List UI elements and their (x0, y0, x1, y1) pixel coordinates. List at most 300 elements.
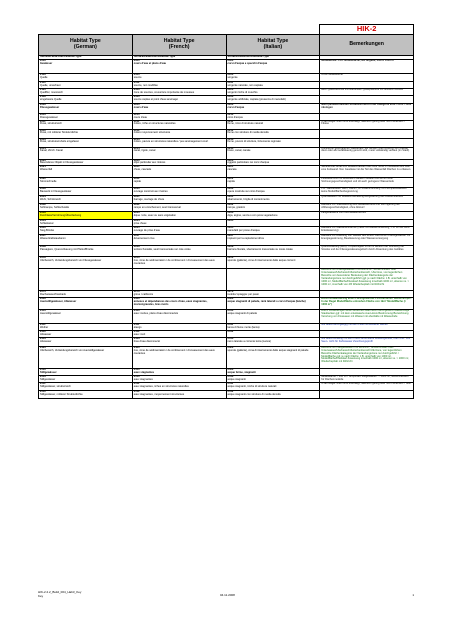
habitat-name: Fluss, mit mittlerer Strukturdichte (40, 131, 78, 135)
cell-french (132, 269, 226, 291)
table-row (39, 147, 414, 159)
cell-italian (226, 297, 320, 309)
cell-german (39, 337, 133, 346)
cell-french (132, 297, 226, 309)
remarks-cell: Längsbauwerk zum Hochwasserschutz (320, 212, 414, 220)
habitat-code: 2234 (133, 219, 140, 223)
habitat-code: 2237 (40, 234, 46, 238)
remarks-cell: z.B. Wasserauen Wehr, Damm, im Zusammenhang mit Fischpassbauwerk keine Modellflächenbegrenzung (320, 188, 414, 196)
cell-german (39, 81, 133, 88)
cell-italian (226, 129, 320, 138)
cell-german (39, 120, 133, 129)
habitat-name: source captée et point d'eau aménagé (133, 97, 178, 101)
habitat-code: 2512 (227, 390, 234, 393)
habitat-name: Fliessgewässer (40, 105, 60, 109)
habitat-code: 2000 (133, 59, 140, 62)
habitat-code: 2200 (227, 103, 234, 106)
habitat-name: Wehr, Schützwehr (40, 198, 61, 202)
cell-german (39, 188, 133, 196)
header-remarks: Bemerkungen (320, 35, 414, 56)
remarks-cell (320, 129, 414, 138)
table-row (39, 138, 414, 147)
habitat-name: Quelle (40, 75, 48, 79)
habitat-code: 2231 (133, 195, 140, 199)
cell-italian (226, 166, 320, 178)
remarks-cell (320, 159, 414, 166)
cell-french (132, 227, 226, 235)
habitat-code: 2231 (227, 195, 234, 199)
cell-german (39, 178, 133, 188)
cell-italian (226, 204, 320, 212)
remarks-cell: Modellfläche > 100 m² / temporäre Stillgewässer: > 1000 m², ausschliesslich für Flächenmodelle (320, 375, 414, 382)
remarks-cell (320, 81, 414, 88)
cell-french (132, 330, 226, 337)
table-row (39, 220, 414, 227)
table-row (39, 346, 414, 368)
habitat-name: eaux stagnantes, moyennement structurées (133, 392, 185, 396)
habitat-name: Schleikanal (40, 222, 54, 226)
habitat-name: eingefasste Quelle (40, 97, 62, 101)
cell-french (132, 337, 226, 346)
table-row (39, 178, 414, 188)
habitat-name: rivière, riche en structures naturelles (133, 122, 176, 126)
remarks-cell (320, 113, 414, 120)
habitat-code: 2238 (40, 245, 46, 249)
habitat-name: eaux mort (133, 332, 146, 336)
table-row (39, 166, 414, 178)
cell-italian (226, 120, 320, 129)
habitat-code: 2511 (133, 382, 140, 385)
habitat-code: 2211 (133, 120, 140, 123)
cell-german (39, 346, 133, 368)
table-row (39, 291, 414, 298)
habitat-code: 2413 (133, 337, 140, 340)
level-french: Surface/Landcover/Landuse-Type (132, 56, 226, 60)
habitat-name: Uferbereich, Verlandungsbereich von Fliessgewässer (40, 259, 102, 263)
level-italian: Surface/Landcover/Landuse-Type (226, 56, 320, 60)
habitat-code: 2000 (227, 59, 234, 62)
habitat-code: 2232 (133, 203, 140, 207)
habitat-code: 2100 (40, 73, 46, 76)
table-row (39, 330, 414, 337)
habitat-code: 2300 (133, 297, 140, 300)
habitat-code: 2270 (133, 290, 140, 294)
header-german: Habitat Type (German) (39, 35, 133, 56)
cell-french (132, 120, 226, 129)
habitat-code: 2237 (133, 234, 140, 238)
habitat-code: 2233 (133, 211, 140, 215)
habitat-code: 2412 (40, 330, 46, 333)
habitat-code: 2110 (133, 81, 140, 84)
habitat-code: 2250 (40, 256, 46, 260)
habitat-name: cours d'eau et plans d'eau (133, 61, 167, 65)
habitat-code: 2510 (133, 375, 140, 378)
habitat-code: 2130 (133, 95, 140, 98)
habitat-name: sorgente (227, 75, 238, 79)
habitat-code: 2110 (40, 81, 46, 84)
table-row (39, 382, 414, 390)
habitat-name: sorgente naturale, non captata (227, 83, 263, 87)
remarks-cell: Bereiche von Fliessgewässern mit Röhricht-, Schwimmblatt- oder Unterwasser/Uferbereich/Zwischenbereich, Uferzone, von legentlichen Bereiche von besonderer Bedeutung der Flächenkategorie der Verlandungszone nur durchgeführt/ ggf. je nach Fläche: z.B. unterhalb von 1000 m², Modellfläche/Flusslauf Zuweisung innerhalb 1000 m², ebenso vs. > 1000 m², innerhalb von 4/5 Wiederbepl/ab mit Röhricht (320, 269, 414, 291)
habitat-code: 2300 (40, 297, 46, 300)
cell-german (39, 291, 133, 298)
habitat-code: 2510 (40, 375, 46, 378)
habitat-code: 2410 (227, 309, 234, 312)
remarks-cell: Bauwerk zur Wasserentnahme (meist mit Wasserumleitung, z.B. für die reine Entwässerung) (320, 227, 414, 235)
habitat-name: rive, zone de sédimentation / de confinement / d'envasement des eaux courantes (133, 259, 215, 265)
habitat-name: étangs (133, 325, 142, 329)
habitat-name: dique / érie, avec ou sans végétation (133, 214, 176, 218)
remarks-cell (320, 138, 414, 147)
footer-filename: HIK-2.2.2_Build_004_Hab3_Key (38, 590, 82, 594)
habitat-name: sbarramento, briglia di contenimento (227, 198, 270, 202)
remarks-cell (320, 95, 414, 103)
habitat-code: 2250 (133, 256, 140, 260)
cell-french (132, 159, 226, 166)
remarks-cell: Bauwerk zur Ableitung von Wasser aus einem natürlichen Fliessgewässer zur Energiegewinnung, Bewässerung oder Wasserversorgung (320, 235, 414, 246)
habitat-code: 2232 (40, 203, 46, 207)
cell-italian (226, 346, 320, 368)
habitat-code: 2212 (133, 129, 140, 132)
cell-italian (226, 212, 320, 220)
habitat-name: Stillgewässer (40, 370, 57, 374)
remarks-cell: Querbauwerk zur Wasserrückhaltung/-Regulierung des Wasserstandes (320, 196, 414, 204)
habitat-name: rapide (133, 180, 141, 184)
habitat-name: Fliessgewässer (40, 115, 58, 119)
cell-german (39, 297, 133, 309)
habitat-name: eaux stagnantes (133, 370, 155, 374)
habitat-code: 2222 (227, 177, 234, 181)
level-german: Surface/Landcover/Landuse-Type (39, 56, 133, 60)
table-row (39, 257, 414, 269)
cell-french (132, 166, 226, 178)
remarks-cell: Ohne Modellfläche (320, 73, 414, 81)
habitat-name: fiume, povero di strutture, fortemente regimato (227, 140, 281, 144)
habitat-name: rapida (227, 180, 235, 184)
cell-italian (226, 375, 320, 382)
cell-french (132, 257, 226, 269)
footer-page-number: 1 (412, 593, 414, 597)
cell-italian (226, 88, 320, 95)
remarks-cell (320, 390, 414, 398)
cell-french (132, 235, 226, 246)
habitat-name: chute, cascade (133, 168, 152, 172)
habitat-code: 2222 (40, 177, 46, 181)
habitat-code: 2500 (40, 368, 46, 371)
habitat-name: acque stagnanti di palude (227, 311, 258, 315)
habitat-name: Stromschnelle (40, 180, 57, 184)
cell-german (39, 235, 133, 246)
habitat-name: Wasserkraftstaudamm (40, 237, 66, 241)
cell-german (39, 103, 133, 113)
habitat-name: rampe en enrochement, seuil transversal (133, 206, 181, 210)
cell-german (39, 88, 133, 95)
remarks-cell: Künstlicher geschaffener Wasserlauf, der als Ein- oder Abwung von Wässer dient oder als Gefällskantig genutzt wird, meist vollständig verbaut (im Stadt) (320, 147, 414, 159)
habitat-code: 2512 (40, 390, 46, 393)
habitat-code: 2250 (227, 256, 234, 260)
habitat-name: rivière moyennement structurée (133, 131, 171, 135)
title-row (39, 25, 414, 35)
cell-german (39, 375, 133, 382)
table-row (39, 390, 414, 398)
remarks-cell: Flussabschnitt mit besonders starkem Gefälle und somit höher Strömungsgeschwindigkeit und oft auch geringerer Wassertiefe (320, 178, 414, 188)
cell-german (39, 212, 133, 220)
habitat-code: 2213 (40, 138, 46, 141)
habitat-code: 2411 (40, 323, 46, 326)
habitat-code: 2412 (227, 330, 234, 333)
table-row (39, 129, 414, 138)
cell-french (132, 309, 226, 323)
habitat-name: cours d'eau (133, 105, 149, 109)
habitat-code: 2270 (40, 290, 46, 294)
habitat-name: Auenstillgewässer, Altwasser (40, 299, 77, 303)
remarks-cell: Senkrechter Abfall von Wassermassen über eine Stufe im Gewässerbett oder eine Felswand. Nat. Gewässer ist die Teil des Wasserfall Flächen zu erfassen. (320, 166, 414, 178)
remarks-cell: Modellierbar: 2.m. Modellfläche, teil Angabe, sonst. 1000 m² (320, 59, 414, 73)
habitat-code: 2231 (40, 195, 46, 199)
footer-date: 04.11.2008 (220, 593, 235, 597)
table-row (39, 159, 414, 166)
habitat-code: 2213 (133, 138, 140, 141)
cell-french (132, 188, 226, 196)
cell-french (132, 390, 226, 398)
cell-german (39, 368, 133, 375)
habitat-name: grève / caillonnis (133, 293, 154, 297)
habitat-code: 2210 (40, 113, 46, 116)
habitat-name: bras d'eau déconnecté (133, 339, 160, 343)
habitat-code: 2214 (40, 147, 46, 150)
habitat-code: 2413 (227, 337, 234, 340)
cell-italian (226, 73, 320, 81)
table-row (39, 246, 414, 257)
remarks-cell: in der Regel: eher nicht untertlegt, natürlich/ gering oder nicht verändert / Flüsse (320, 120, 414, 129)
habitat-table (38, 24, 414, 399)
table-row (39, 73, 414, 81)
habitat-name: acque stagnanti, ricche di strutture naturali (227, 384, 277, 388)
cell-german (39, 196, 133, 204)
cell-french (132, 204, 226, 212)
cell-italian (226, 382, 320, 390)
habitat-name: Kanal, Zürch. Kanal (40, 149, 63, 153)
habitat-name: source, non modifiée (133, 83, 158, 87)
habitat-name: Stillgewässer, mittlerer Strukturdichte (40, 392, 83, 396)
table-row (39, 95, 414, 103)
habitat-name: impianti per la captazione idrica (227, 237, 264, 241)
table-row (39, 368, 414, 375)
habitat-name: acque stagnanti con strutture di media densità (227, 392, 281, 396)
habitat-name: cours d'eau (133, 115, 148, 119)
habitat-code: 2130 (40, 95, 46, 98)
habitat-code: 2410 (40, 309, 46, 312)
cell-french (132, 368, 226, 375)
cell-italian (226, 235, 320, 246)
habitat-name: diga, argine, senza o con poca vegetazione (227, 214, 278, 218)
cell-french (132, 212, 226, 220)
habitat-code: 2211 (227, 120, 234, 123)
cell-french (132, 346, 226, 368)
table-row (39, 188, 414, 196)
habitat-code: 2210 (133, 113, 140, 116)
habitat-code: 2234 (227, 219, 234, 223)
habitat-name: Besonderes Objekt in Fliessgewässer (40, 161, 84, 165)
habitat-code: 2000 (40, 59, 46, 62)
habitat-code: 2214 (227, 147, 234, 150)
habitat-name: Abwasser (40, 339, 52, 343)
habitat-code: 2120 (133, 88, 140, 91)
habitat-name: source (133, 75, 142, 79)
cell-german (39, 138, 133, 147)
habitat-name: fosso, canal, canale (227, 149, 251, 153)
table-row (39, 120, 414, 129)
habitat-name: zone de sources, couverture importante de mousses (133, 90, 195, 94)
habitat-name: barrage, ouvrage de chute (133, 198, 165, 202)
cell-german (39, 73, 133, 81)
habitat-code: 2100 (133, 73, 140, 76)
habitat-name: corsi d'acqua (227, 105, 245, 109)
habitat-name: objet particulier aux rivières (133, 161, 166, 165)
cell-german (39, 382, 133, 390)
habitat-code: 2510 (227, 375, 234, 378)
habitat-name: ouvrage construit aux rivières (133, 190, 168, 194)
habitat-name: Fluss, strukturarm/teils eingefasst (40, 140, 79, 144)
habitat-code: 2212 (227, 129, 234, 132)
habitat-code: 2120 (227, 88, 234, 91)
cell-italian (226, 337, 320, 346)
remarks-cell (320, 368, 414, 375)
habitat-name: rivière, pauvre en structures naturelles / peu aménagement court (133, 140, 209, 144)
header-italian: Habitat Type (Italian) (226, 35, 320, 56)
habitat-code: 2511 (227, 382, 234, 385)
cell-german (39, 269, 133, 291)
cell-french (132, 382, 226, 390)
cell-german (39, 59, 133, 73)
cell-italian (226, 178, 320, 188)
habitat-code: 2412 (133, 330, 140, 333)
cell-german (39, 147, 133, 159)
table-row (39, 103, 414, 113)
habitat-code: 2500 (133, 368, 140, 371)
cell-french (132, 220, 226, 227)
habitat-code: 2213 (227, 138, 234, 141)
cell-german (39, 246, 133, 257)
table-row (39, 81, 414, 88)
habitat-name: Flachwasser/Kiesbank (40, 293, 66, 297)
habitat-name: manufatti per prese d'acqua (227, 229, 260, 233)
table-row (39, 212, 414, 220)
cell-french (132, 103, 226, 113)
cell-italian (226, 103, 320, 113)
remarks-cell (320, 291, 414, 298)
table-row (39, 204, 414, 212)
habitat-name: annexes et dépendances des cours d'eau, eaux stagnantes, mortes/graveles, bras morts (133, 299, 208, 306)
habitat-name: fiume con strutture di media densità (227, 131, 269, 135)
cell-german (39, 257, 133, 269)
remarks-cell: Durch Verlandungen einen Bereichen stark wenn durchgehend Wasser/flüge Staubecken ggf. mit dem entwässerte Auen-kreis Bestimmung Bezeichnung Verortung von Flussauen mit Wasser mit ebenfalls mit Wassertiefe (320, 309, 414, 323)
remarks-cell: in der Regel: eher nicht untertlegt, natürlich/ gering oder nicht verändert / Teile (320, 382, 414, 390)
habitat-code: 2238 (133, 245, 140, 249)
cell-italian (226, 227, 320, 235)
cell-french (132, 178, 226, 188)
cell-german (39, 166, 133, 178)
habitat-code: 2413 (40, 337, 46, 340)
cell-german (39, 220, 133, 227)
habitat-name: cascata (227, 168, 237, 172)
cell-italian (226, 368, 320, 375)
remarks-cell (320, 257, 414, 269)
habitat-name: acque stagnanti (227, 377, 246, 381)
habitat-name: sorgente artificiale, captata (presenza di manufatti) (227, 97, 286, 101)
habitat-code: 2237 (227, 234, 234, 238)
cell-italian (226, 147, 320, 159)
cell-german (39, 129, 133, 138)
habitat-code: 2420 (227, 346, 234, 349)
habitat-code: 2411 (227, 323, 234, 326)
habitat-code: 2511 (40, 382, 46, 385)
cell-french (132, 375, 226, 382)
habitat-name: Stillgewässer (40, 377, 56, 381)
habitat-code: 2100 (227, 73, 234, 76)
habitat-code: 2238 (227, 245, 234, 249)
remarks-cell (320, 220, 414, 227)
cell-italian (226, 196, 320, 204)
cell-italian (226, 81, 320, 88)
cell-italian (226, 138, 320, 147)
remarks-cell: Bereiche von Stillgewässern mit Röhricht-, Schwimmblatt- oder Unterwasser/Uferbereich/Zwischenbereich/Uferzone, von legentlichen Bereiche Flächenkategorie der Verlandungszone nur durchgeführt / Modellfläche ggf. je nach Fläche: z.B. unterhalb von 1000 m², Modellfläche/Flusslauf Zuweisung innerhalb 1000 m², ebenso vs. > 1000 m², Wiederbepl/ab mit Röhricht (320, 346, 414, 368)
habitat-code: 2130 (227, 95, 234, 98)
cell-italian (226, 188, 320, 196)
cell-german (39, 95, 133, 103)
habitat-code: 2512 (133, 390, 140, 393)
cell-german (39, 204, 133, 212)
habitat-name: eaux stagnantes (133, 377, 153, 381)
habitat-name: Quellflur, moosreich (40, 90, 63, 94)
habitat-name: sponde (galleria), zona di interramento delle acque stagnanti di palude (227, 348, 309, 352)
habitat-name: Altwasser (40, 332, 52, 336)
habitat-name: Uferbereich, Verlandungsbereich von Auenstillgewässer (40, 348, 105, 352)
habitat-code: 2200 (133, 103, 140, 106)
table-row (39, 235, 414, 246)
header-row (39, 35, 414, 56)
habitat-name: opere costruite sui corsi d'acqua (227, 190, 265, 194)
cell-french (132, 113, 226, 120)
habitat-code: 2230 (227, 187, 234, 191)
habitat-name: eaux stagnantes, riches en structures naturelles (133, 384, 189, 388)
habitat-code: 2410 (133, 309, 140, 312)
cell-italian (226, 390, 320, 398)
habitat-name: Quelle, unverbaut (40, 83, 61, 87)
habitat-code: 2420 (133, 346, 140, 349)
habitat-code: 2411 (133, 323, 140, 326)
habitat-name: Wasserfall (40, 168, 53, 172)
habitat-code: 2210 (227, 113, 234, 116)
habitat-code: 2420 (40, 346, 46, 349)
cell-italian (226, 291, 320, 298)
habitat-code: 2235 (227, 226, 234, 230)
habitat-code: 2230 (40, 187, 46, 191)
remarks-cell: Durch Entwässerung eines Fliessgewässers entstandener Wasserkörper: In der Regel Modellfläche entstehen Fläche von 1km² Modellfläche (> 1000 m²) (320, 297, 414, 309)
habitat-code: 2220 (227, 159, 234, 162)
habitat-code: 2220 (40, 159, 46, 162)
habitat-name: fiume, ricco di strutture naturali (227, 122, 263, 126)
cell-italian (226, 220, 320, 227)
cell-german (39, 227, 133, 235)
cell-german (39, 113, 133, 120)
table-row (39, 227, 414, 235)
cell-french (132, 291, 226, 298)
habitat-name: déversement crue (133, 237, 155, 241)
habitat-code: 2211 (40, 120, 46, 123)
habitat-code: 2221 (227, 165, 234, 169)
cell-italian (226, 59, 320, 73)
